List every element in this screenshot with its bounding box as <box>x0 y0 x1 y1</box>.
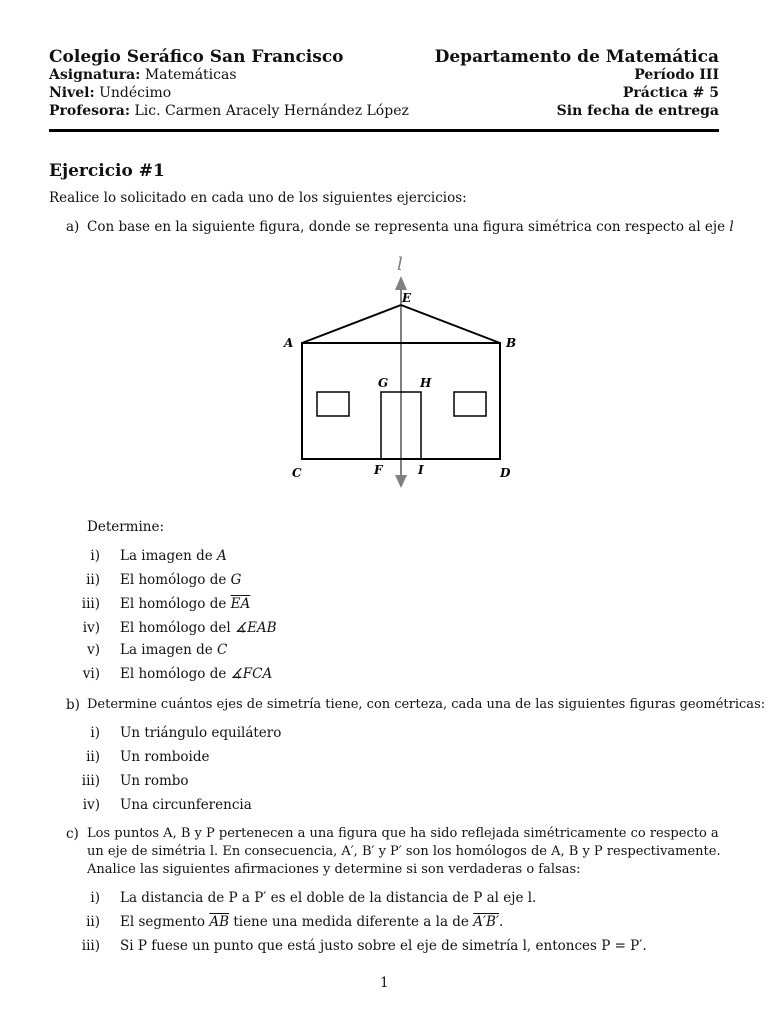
part-c-label: c) <box>66 826 79 842</box>
label-l: l <box>397 254 403 275</box>
label-I: I <box>418 463 424 477</box>
part-a-label: a) <box>66 219 80 235</box>
axis-arrow-top <box>395 276 407 290</box>
part-b-label: b) <box>66 697 80 713</box>
label-E: E <box>402 291 412 305</box>
exercise-intro: Realice lo solicitado en cada uno de los siguientes ejercicios: <box>49 190 467 206</box>
subject-line <box>49 67 237 83</box>
period: Período III <box>634 67 719 83</box>
part-a-text: Con base en la siguiente figura, donde se representa una figura simétrica con respecto al eje l <box>87 219 734 235</box>
part-c-line1: Los puntos A, B y P pertenecen a una figura que ha sido reflejada simétricamente co respecto a <box>87 826 719 841</box>
part-c-line2: un eje de simétria l. En consecuencia, A′, B′ y P′ son los homólogos de A, B y P respectivamente. <box>87 844 721 859</box>
roof-right <box>401 305 500 343</box>
subject-value: Matemáticas <box>144 67 237 83</box>
level-line <box>49 85 171 101</box>
school-name: Colegio Seráfico San Francisco <box>49 47 344 67</box>
subject-label: Asignatura: <box>49 67 141 83</box>
header-rule <box>49 129 719 132</box>
label-F: F <box>374 463 383 477</box>
axis-arrow-bottom <box>395 475 407 488</box>
teacher-value: Lic. Carmen Aracely Hernández López <box>134 103 409 119</box>
roof-left <box>302 305 401 343</box>
determine-label: Determine: <box>87 519 165 535</box>
label-H: H <box>420 376 432 390</box>
page-number: 1 <box>380 975 389 991</box>
teacher-label: Profesora: <box>49 103 131 119</box>
label-B: B <box>506 336 517 350</box>
symmetric-house-figure <box>270 250 530 495</box>
label-C: C <box>292 466 302 480</box>
teacher-line <box>49 103 409 119</box>
level-label: Nivel: <box>49 85 95 101</box>
level-value: Undécimo <box>99 85 172 101</box>
label-D: D <box>500 466 511 480</box>
practice-number: Práctica # 5 <box>622 85 719 101</box>
label-A: A <box>284 336 294 350</box>
department-name: Departamento de Matemática <box>434 47 719 67</box>
label-G: G <box>378 376 389 390</box>
part-b-text: Determine cuántos ejes de simetría tiene, con certeza, cada una de las siguientes figuras geométricas: <box>87 697 766 712</box>
exercise-title: Ejercicio #1 <box>49 161 165 181</box>
part-c-line3: Analice las siguientes afirmaciones y determine si son verdaderas o falsas: <box>87 862 581 877</box>
window-left <box>317 392 349 416</box>
window-right <box>454 392 486 416</box>
due-date: Sin fecha de entrega <box>556 103 719 119</box>
